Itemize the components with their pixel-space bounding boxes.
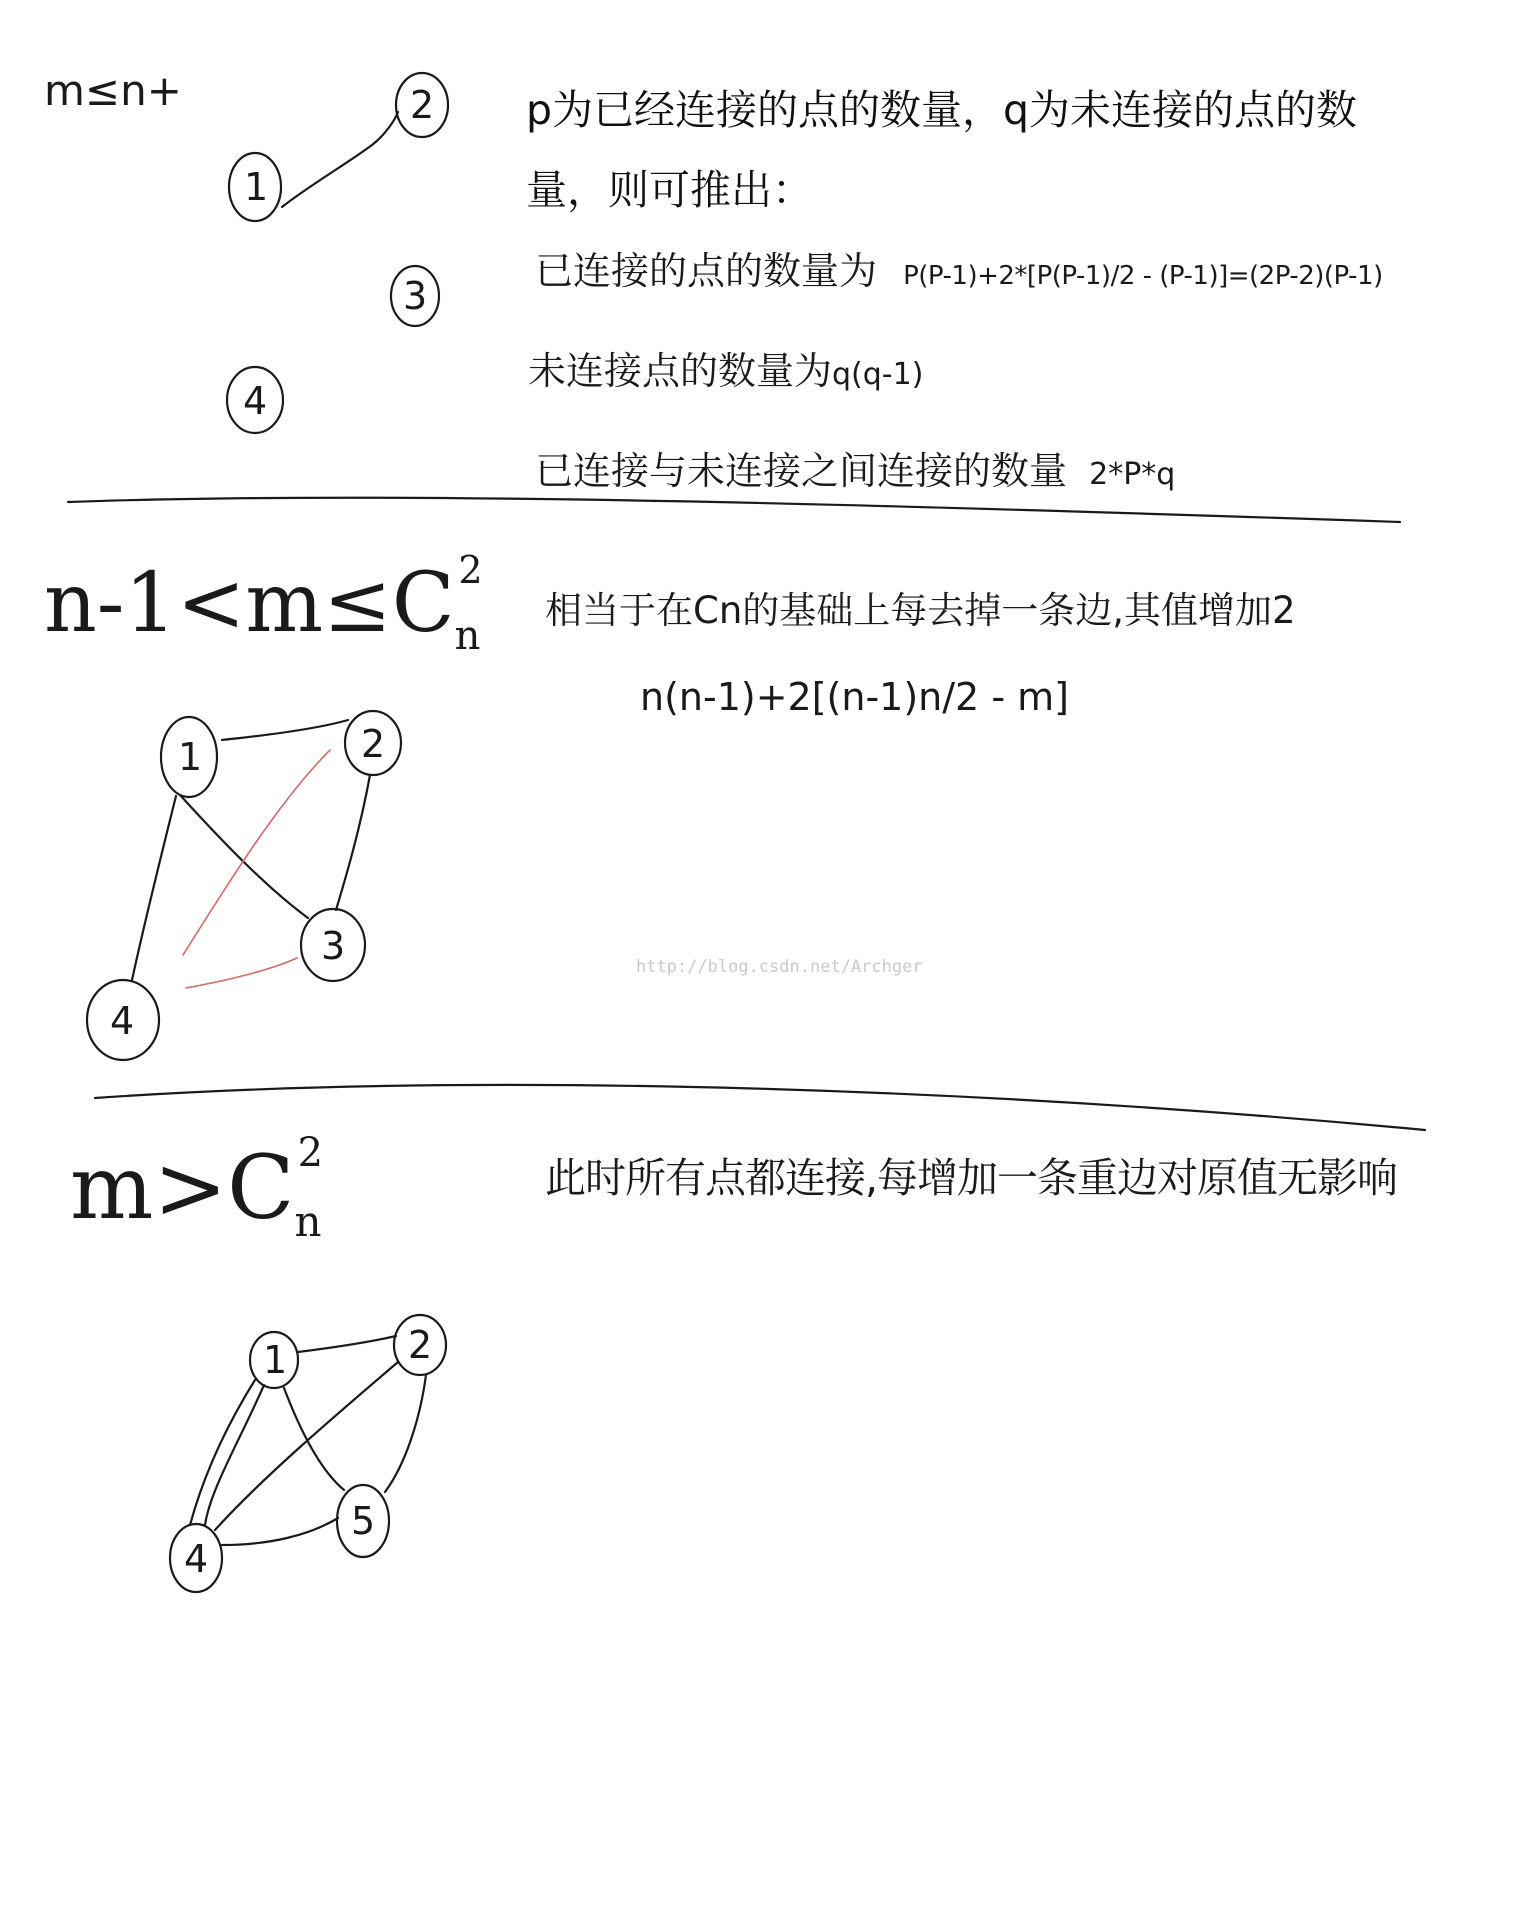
edge-2-3 <box>336 775 370 910</box>
condition-sup: 2 <box>458 548 483 592</box>
node-label: 1 <box>263 1338 288 1382</box>
hw-text: 已连接与未连接之间连接的数量 <box>535 449 1068 493</box>
edge-4-5 <box>222 1518 338 1545</box>
edge-2-5 <box>385 1375 426 1492</box>
hw-text: 未连接点的数量为 <box>528 349 833 393</box>
section2-hw-formula: n(n-1)+2[(n-1)n/2 - m] <box>640 675 1069 719</box>
condition-text: m>C <box>70 1136 295 1239</box>
section1-condition: m≤n+ <box>44 66 182 115</box>
edge-1-4 <box>132 796 176 980</box>
edge-1-2 <box>298 1336 396 1352</box>
edge-1-3 <box>180 795 308 918</box>
condition-sup: 2 <box>297 1130 324 1176</box>
section1-hw-line-1 <box>535 240 1383 295</box>
section2-hw-line-1: 相当于在Cn的基础上每去掉一条边,其值增加2 <box>545 589 1296 632</box>
condition-text: n-1<m≤C <box>44 556 455 651</box>
divider-line-1 <box>68 498 1400 522</box>
graph-section3 <box>170 1315 446 1592</box>
typed-line-1: p为已经连接的点的数量，q为未连接的点的数 <box>526 86 1358 134</box>
edge-1-4a <box>190 1380 255 1525</box>
node-label: 3 <box>403 274 428 318</box>
section3-condition <box>70 1130 323 1246</box>
edge-1-2 <box>222 720 348 740</box>
typed-line-2: 量，则可推出： <box>526 166 813 214</box>
node-label: 4 <box>110 999 135 1043</box>
section3-hw-line-1: 此时所有点都连接,每增加一条重边对原值无影响 <box>545 1154 1398 1202</box>
condition-sub: n <box>454 613 481 659</box>
hw-formula: 2*P*q <box>1089 457 1176 492</box>
node-label: 1 <box>244 165 269 209</box>
section2-condition <box>44 548 483 659</box>
node-label: 4 <box>184 1537 209 1581</box>
node-label: 1 <box>178 735 203 779</box>
node-label: 3 <box>321 924 346 968</box>
hw-formula: P(P-1)+2*[P(P-1)/2 - (P-1)]=(2P-2)(P-1) <box>903 261 1383 291</box>
condition-sub: n <box>294 1197 322 1246</box>
node-label: 2 <box>361 722 386 766</box>
node-label: 2 <box>410 83 435 127</box>
node-label: 2 <box>408 1323 433 1367</box>
watermark: http://blog.csdn.net/Archger <box>636 957 923 977</box>
edge-red-4-3 <box>186 958 297 988</box>
node-label: 4 <box>243 379 268 423</box>
node-label: 5 <box>351 1499 376 1543</box>
hw-text: 已连接的点的数量为 <box>535 249 878 293</box>
edge-1-5 <box>284 1388 344 1490</box>
section1-hw-line-3 <box>535 440 1175 495</box>
section1-hw-line-2 <box>528 340 923 395</box>
hw-formula: q(q-1) <box>832 357 924 392</box>
divider-line-2 <box>95 1085 1425 1130</box>
edge-1-2 <box>282 112 398 207</box>
